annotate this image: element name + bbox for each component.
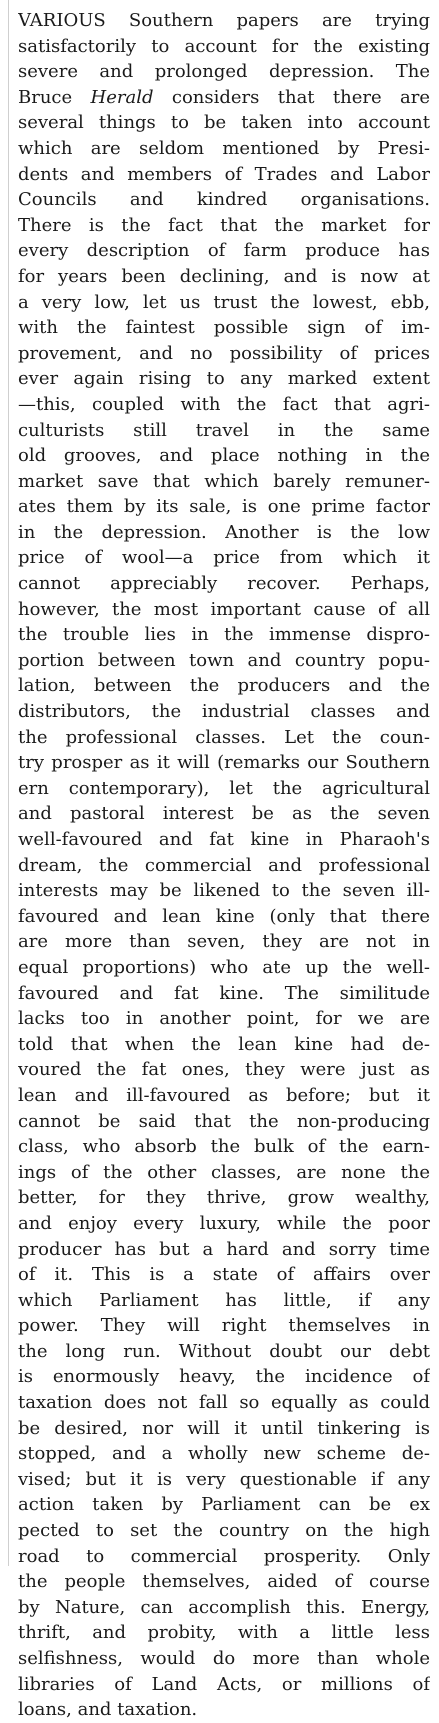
article-line: market save that which barely remuner- <box>18 470 430 492</box>
lead-word: VARIOUS <box>18 10 106 31</box>
article-line: of it. This is a state of affairs over <box>18 1264 430 1286</box>
article-line: which are seldom mentioned by Presi- <box>18 137 430 159</box>
article-line: which Parliament has little, if any <box>18 1289 430 1311</box>
article-line: are more than seven, they are not in <box>18 931 430 953</box>
article-line: the professional classes. Let the coun- <box>18 726 430 748</box>
article-line: vised; but it is very questionable if any <box>18 1468 430 1490</box>
article-line: stopped, and a wholly new scheme de- <box>18 1443 430 1465</box>
article-line: Bruce Herald considers that there are <box>18 86 430 108</box>
article-line: ever again rising to any marked extent <box>18 368 430 390</box>
article-line: thrift, and probity, with a little less <box>18 1622 430 1644</box>
article-line: satisfactorily to account for the existing <box>18 35 430 57</box>
column-rule <box>8 0 9 1566</box>
article-line: road to commercial prosperity. Only <box>18 1545 430 1567</box>
article-line: severe and prolonged depression. The <box>18 61 430 83</box>
article-line: distributors, the industrial classes and <box>18 701 430 723</box>
article-line: lation, between the producers and the <box>18 675 430 697</box>
article-line: producer has but a hard and sorry time <box>18 1238 430 1260</box>
article-line: old grooves, and place nothing in the <box>18 445 430 467</box>
article-line: in the depression. Another is the low <box>18 521 430 543</box>
article-line: and enjoy every luxury, while the poor <box>18 1212 430 1234</box>
article-line: action taken by Parliament can be ex <box>18 1494 430 1516</box>
article-line: price of wool—a price from which it <box>18 547 430 569</box>
article-line: cannot be said that the non-producing <box>18 1110 430 1132</box>
article-line: the trouble lies in the immense dispro- <box>18 624 430 646</box>
article-line: lean and ill-favoured as before; but it <box>18 1084 430 1106</box>
article-line: by Nature, can accomplish this. Energy, <box>18 1596 430 1618</box>
article-line: however, the most important cause of all <box>18 598 430 620</box>
article-line <box>18 8 430 34</box>
article-line: well-favoured and fat kine in Pharaoh's <box>18 829 430 850</box>
article-line: ern contemporary), let the agricultural <box>18 777 430 799</box>
article-line: pected to set the country on the high <box>18 1520 430 1542</box>
article-line: lacks too in another point, for we are <box>18 1008 430 1030</box>
article-line: told that when the lean kine had de- <box>18 1033 430 1055</box>
article-line: be desired, nor will it until tinkering is <box>18 1417 430 1439</box>
article-line: and pastoral interest be as the seven <box>18 803 430 825</box>
article-line: —this, coupled with the fact that agri- <box>18 393 430 415</box>
article-line: several things to be taken into account <box>18 112 430 134</box>
newspaper-name: Herald <box>90 86 154 108</box>
article-line: voured the fat ones, they were just as <box>18 1059 430 1081</box>
article-line: selfishness, would do more than whole <box>18 1648 430 1669</box>
article-line: the long run. Without doubt our debt <box>18 1340 430 1362</box>
article-line: with the faintest possible sign of im- <box>18 317 430 339</box>
article-column <box>18 8 430 1721</box>
article-line: power. They will right themselves in <box>18 1315 430 1337</box>
article-line: libraries of Land Acts, or millions of <box>18 1673 430 1695</box>
article-line: provement, and no possibility of prices <box>18 342 430 364</box>
article-line: ings of the other classes, are none the <box>18 1161 430 1183</box>
article-line: culturists still travel in the same <box>18 419 430 441</box>
article-line: try prosper as it will (remarks our Southern <box>18 752 430 774</box>
article-line: interests may be likened to the seven ill- <box>18 880 430 902</box>
article-line: portion between town and country popu- <box>18 649 430 671</box>
article-line: every description of farm produce has <box>18 240 430 262</box>
article-line: for years been declining, and is now at <box>18 265 430 287</box>
article-line: cannot appreciably recover. Perhaps, <box>18 573 430 595</box>
article-line: is enormously heavy, the incidence of <box>18 1366 430 1388</box>
article-line: dream, the commercial and professional <box>18 854 430 876</box>
article-line: dents and members of Trades and Labor <box>18 163 430 185</box>
article-line: better, for they thrive, grow wealthy, <box>18 1187 430 1209</box>
article-line: loans, and taxation. <box>18 1699 198 1721</box>
line-text: Southern papers are trying <box>105 10 430 31</box>
article-line: a very low, let us trust the lowest, ebb, <box>18 291 430 313</box>
article-line: favoured and fat kine. The similitude <box>18 982 430 1004</box>
article-line: class, who absorb the bulk of the earn- <box>18 1136 430 1158</box>
article-line: There is the fact that the market for <box>18 214 430 236</box>
article-line: ates them by its sale, is one prime factor <box>18 496 430 518</box>
article-line: Councils and kindred organisations. <box>18 189 430 211</box>
article-line: equal proportions) who ate up the well- <box>18 956 430 978</box>
article-line: taxation does not fall so equally as could <box>18 1392 430 1414</box>
article-line: favoured and lean kine (only that there <box>18 905 430 927</box>
article-line: the people themselves, aided of course <box>18 1571 430 1593</box>
